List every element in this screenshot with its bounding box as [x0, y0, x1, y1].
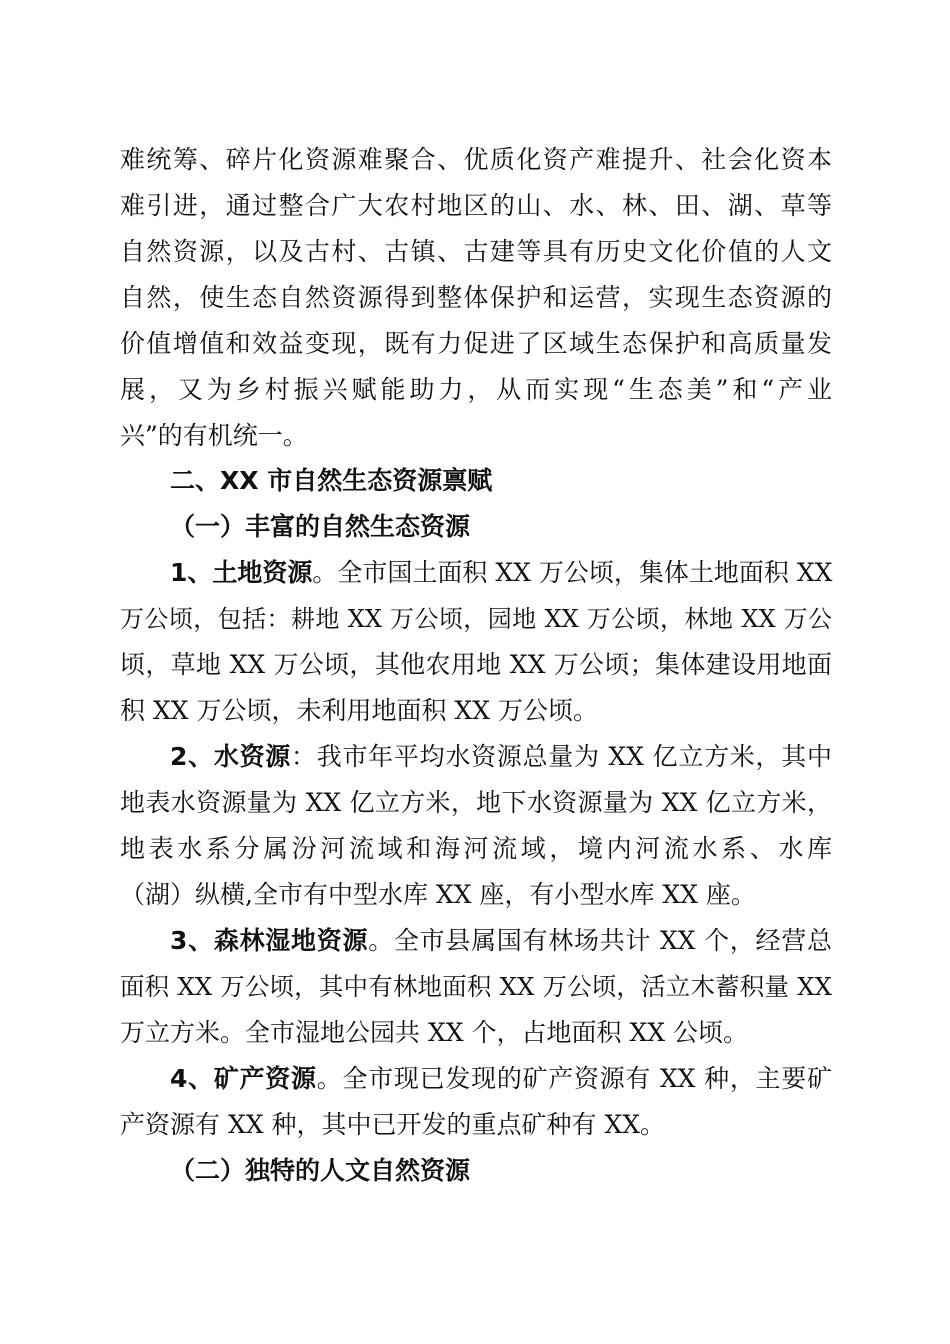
item-first-line — [170, 556, 832, 590]
paragraph-line: 顷，草地 XX 万公顷，其他农用地 XX 万公顷；集体建设用地面 — [120, 650, 832, 679]
paragraph-line: 展，又为乡村振兴赋能助力，从而实现“生态美”和“产业 — [120, 375, 832, 404]
paragraph-line: 难统筹、碎片化资源难聚合、优质化资产难提升、社会化资本 — [120, 145, 832, 174]
subsection-heading: （二）独特的人文自然资源 — [170, 1156, 471, 1185]
item-first-line — [170, 1062, 832, 1096]
paragraph-line: 兴”的有机统一。 — [120, 421, 308, 450]
item-label: 3、森林湿地资源 — [170, 926, 369, 955]
item-label: 2、水资源 — [170, 742, 292, 771]
item-first-line — [170, 924, 832, 958]
item-text: 。全市现已发现的矿产资源有 XX 种，主要矿 — [316, 1064, 832, 1093]
paragraph-line: 积 XX 万公顷，未利用地面积 XX 万公顷。 — [120, 696, 598, 725]
paragraph-line: （湖）纵横,全市有中型水库 XX 座，有小型水库 XX 座。 — [120, 880, 756, 909]
paragraph-line: 万立方米。全市湿地公园共 XX 个，占地面积 XX 公顷。 — [120, 1018, 748, 1047]
subsection-heading: （一）丰富的自然生态资源 — [170, 512, 471, 541]
section-heading: 二、XX 市自然生态资源禀赋 — [170, 466, 493, 495]
item-first-line — [170, 740, 832, 774]
item-text: 。全市国土面积 XX 万公顷，集体土地面积 XX — [312, 558, 833, 587]
item-label: 4、矿产资源 — [170, 1064, 317, 1093]
item-text: ：我市年平均水资源总量为 XX 亿立方米，其中 — [291, 742, 832, 771]
paragraph-line: 自然，使生态自然资源得到整体保护和运营，实现生态资源的 — [120, 283, 832, 312]
paragraph-line: 面积 XX 万公顷，其中有林地面积 XX 万公顷，活立木蓄积量 XX — [120, 972, 832, 1001]
item-label: 1、土地资源 — [170, 558, 313, 587]
paragraph-line: 价值增值和效益变现，既有力促进了区域生态保护和高质量发 — [120, 329, 832, 358]
paragraph-line: 万公顷，包括：耕地 XX 万公顷，园地 XX 万公顷，林地 XX 万公 — [120, 605, 832, 633]
paragraph-line: 自然资源，以及古村、古镇、古建等具有历史文化价值的人文 — [120, 237, 832, 266]
paragraph-line: 地表水系分属汾河流域和海河流域，境内河流水系、水库 — [120, 834, 832, 863]
item-text: 。全市县属国有林场共计 XX 个，经营总 — [368, 926, 832, 955]
paragraph-line: 难引进，通过整合广大农村地区的山、水、林、田、湖、草等 — [120, 191, 832, 220]
paragraph-line: 地表水资源量为 XX 亿立方米，地下水资源量为 XX 亿立方米， — [120, 788, 832, 817]
paragraph-line: 产资源有 XX 种，其中已开发的重点矿种有 XX。 — [120, 1110, 666, 1139]
